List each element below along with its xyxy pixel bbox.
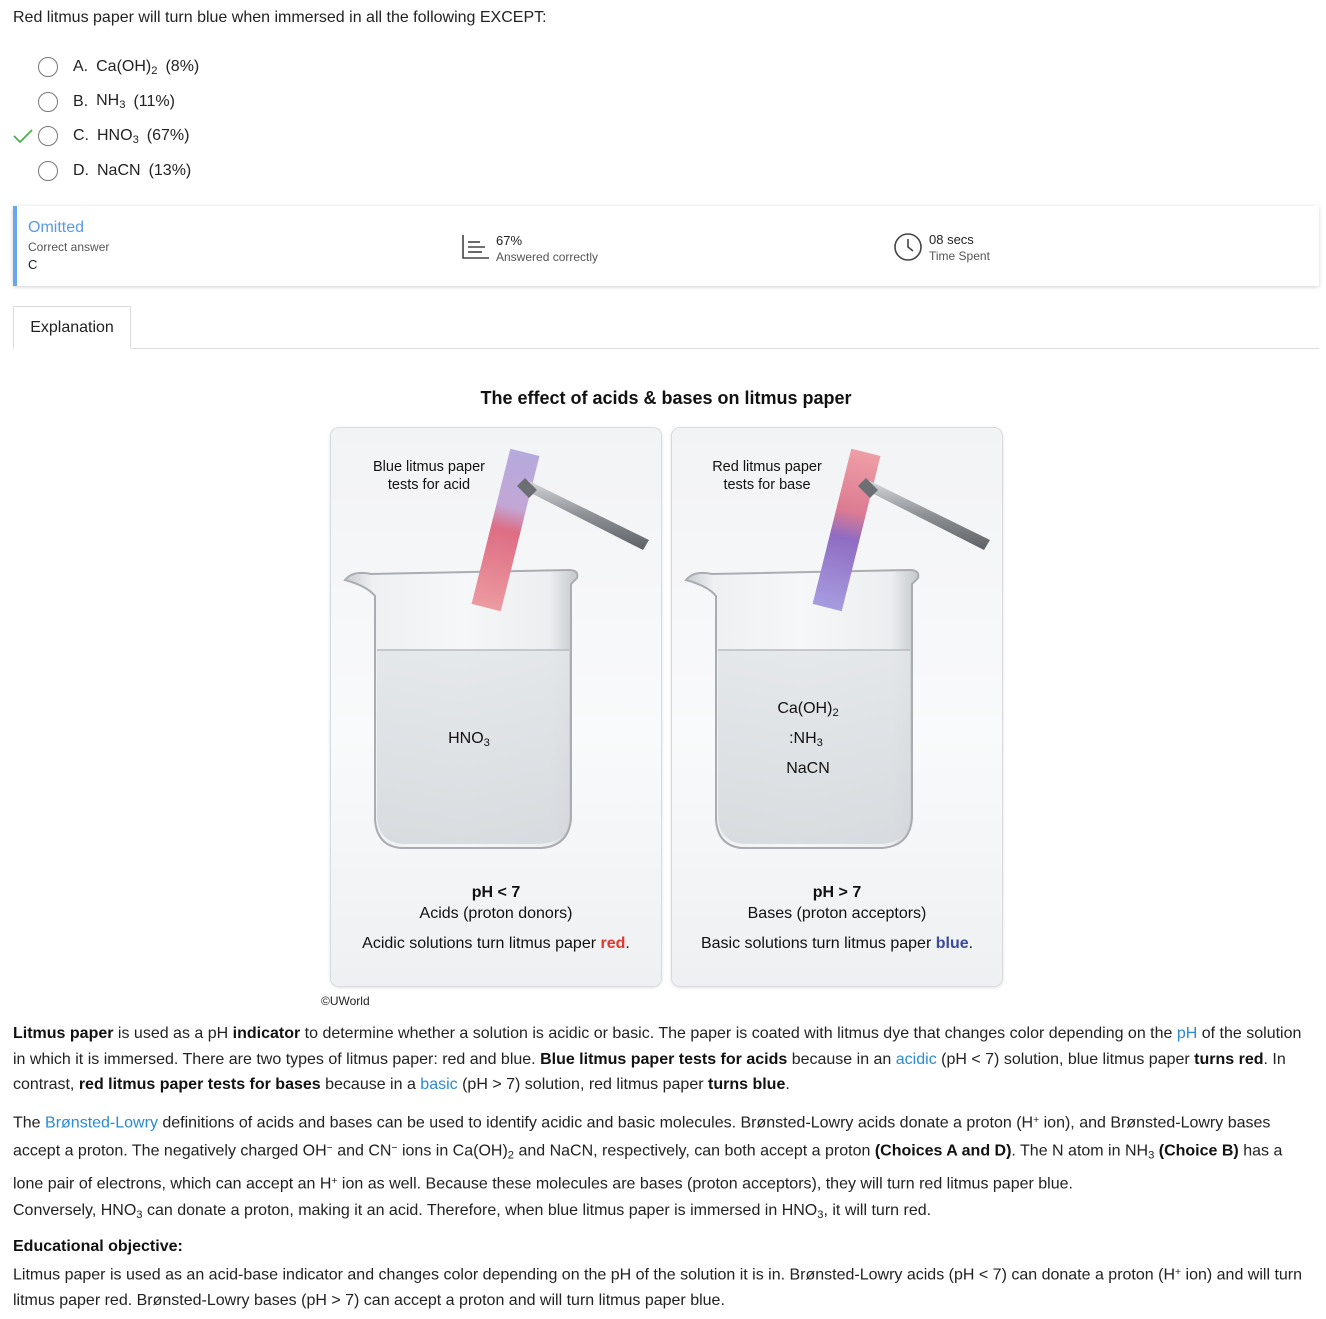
explanation-paragraph-3: Conversely, $HNO_3$ can donate a proton, making it an acid. Therefore, when blue litmus paper is immersed in $HNO_3$, it will turn red. [13,1202,932,1221]
clock-icon [893,232,923,262]
figure-panel-base [672,428,1002,986]
option-a[interactable] [10,50,410,85]
radio-button[interactable] [38,92,58,112]
check-slot [10,92,38,112]
tab-bar [13,306,1319,349]
option-c[interactable] [10,119,410,154]
option-letter: D. [73,161,89,179]
option-text: $HNO_3$ [97,126,139,146]
chemical-label: $Ca(OH)_2$ [777,700,839,719]
result-note: Basic solutions turn litmus paper blue. [700,935,974,952]
ph-description: Acids (proton donors) [419,905,573,922]
ph-label: pH < 7 [471,884,521,901]
option-percent: (8%) [165,58,200,76]
option-text: NaCN [97,161,141,179]
strip-label: Red litmus paper tests for base [712,459,822,493]
figure-title: The effect of acids & bases on litmus paper [480,388,852,408]
glossary-link[interactable]: Brønsted-Lowry [45,1114,158,1132]
checkmark-icon [12,128,34,144]
chemical-label: NaCN [786,760,830,777]
objective-text: Litmus paper is used as an acid-base indicator and changes color depending on the pH of the solution it is in. Brønsted-Lowry acids (pH < 7) can donate a proton (H+ ion) and will turn litmus paper red. Brønsted-Lowry bases (pH > 7) can accept a proton and will turn litmus paper blue. [13,1266,1303,1310]
stats-bar [13,206,1319,286]
time-label: Time Spent [929,249,990,263]
figure-panel-acid [331,428,661,986]
check-slot [10,161,38,181]
chemical-label: $HNO_3$ [448,730,490,749]
glossary-link[interactable]: pH [1176,1025,1198,1042]
glossary-link[interactable]: basic [420,1076,458,1093]
answer-options [10,50,410,188]
check-slot [10,57,38,77]
option-percent: (13%) [148,161,192,179]
option-text: $NH_3$ [96,92,126,112]
chemical-label: $:NH_3$ [789,730,823,749]
option-percent: (11%) [133,92,175,110]
correct-answer-value: C [28,257,38,272]
option-letter: B. [73,92,89,110]
strip-label: Blue litmus paper tests for acid [372,459,486,493]
option-d[interactable] [10,154,410,189]
answer-status [28,219,109,272]
question-text: Red litmus paper will turn blue when immersed in all the following EXCEPT: [13,9,547,26]
objective-title: Educational objective: [13,1238,183,1255]
bar-chart-icon [460,233,490,261]
explanation-paragraph-1: Litmus paper is used as a pH indicator to determine whether a solution is acidic or basic. The paper is coated with litmus dye that changes color depending on the pH of the solution in which it is immersed. There are two types of litmus paper: red and blue. Blue litmus paper tests for acids because in an acidic (pH < 7) solution, blue litmus paper turns red. In contrast, red litmus paper tests for bases because in a basic (pH > 7) solution, red litmus paper turns blue. [13,1025,1302,1093]
status-label: Omitted [28,219,85,236]
time-spent-stat [893,232,990,263]
explanation-paragraph-2: The Brønsted-Lowry definitions of acids and bases can be used to identify acidic and basic molecules. Brønsted-Lowry acids donate a proton (H+ ion), and Brønsted-Lowry bases accept a proton. The negatively charged OH− and CN− ions in $Ca(OH)_2$ and NaCN, respectively, can both accept a proton (Choices A and D). The N atom in $NH_3$ (Choice B) has a lone pair of electrons, which can accept an H+ ion as well. Because these molecules are bases (proton acceptors), they will turn red litmus paper blue. [13,1114,1283,1193]
check-slot [10,126,38,146]
option-letter: C. [73,127,89,145]
option-b[interactable] [10,85,410,120]
radio-button[interactable] [38,126,58,146]
tab-explanation[interactable]: Explanation [13,306,131,349]
option-percent: (67%) [146,127,190,145]
beaker-illustration [331,428,661,986]
percent-value: 67% [496,233,523,248]
option-letter: A. [73,58,89,76]
percent-correct-stat [460,233,598,264]
glossary-link[interactable]: acidic [895,1050,937,1068]
percent-label: Answered correctly [496,250,599,264]
result-note: Acidic solutions turn litmus paper red. [362,935,630,952]
ph-description: Bases (proton acceptors) [747,905,927,922]
time-value: 08 secs [929,232,974,247]
copyright-notice: ©UWorld [321,994,370,1008]
ph-label: pH > 7 [812,884,862,901]
radio-button[interactable] [38,161,58,181]
radio-button[interactable] [38,57,58,77]
correct-answer-label: Correct answer [28,240,110,254]
option-text: $Ca(OH)_2$ [96,57,158,77]
